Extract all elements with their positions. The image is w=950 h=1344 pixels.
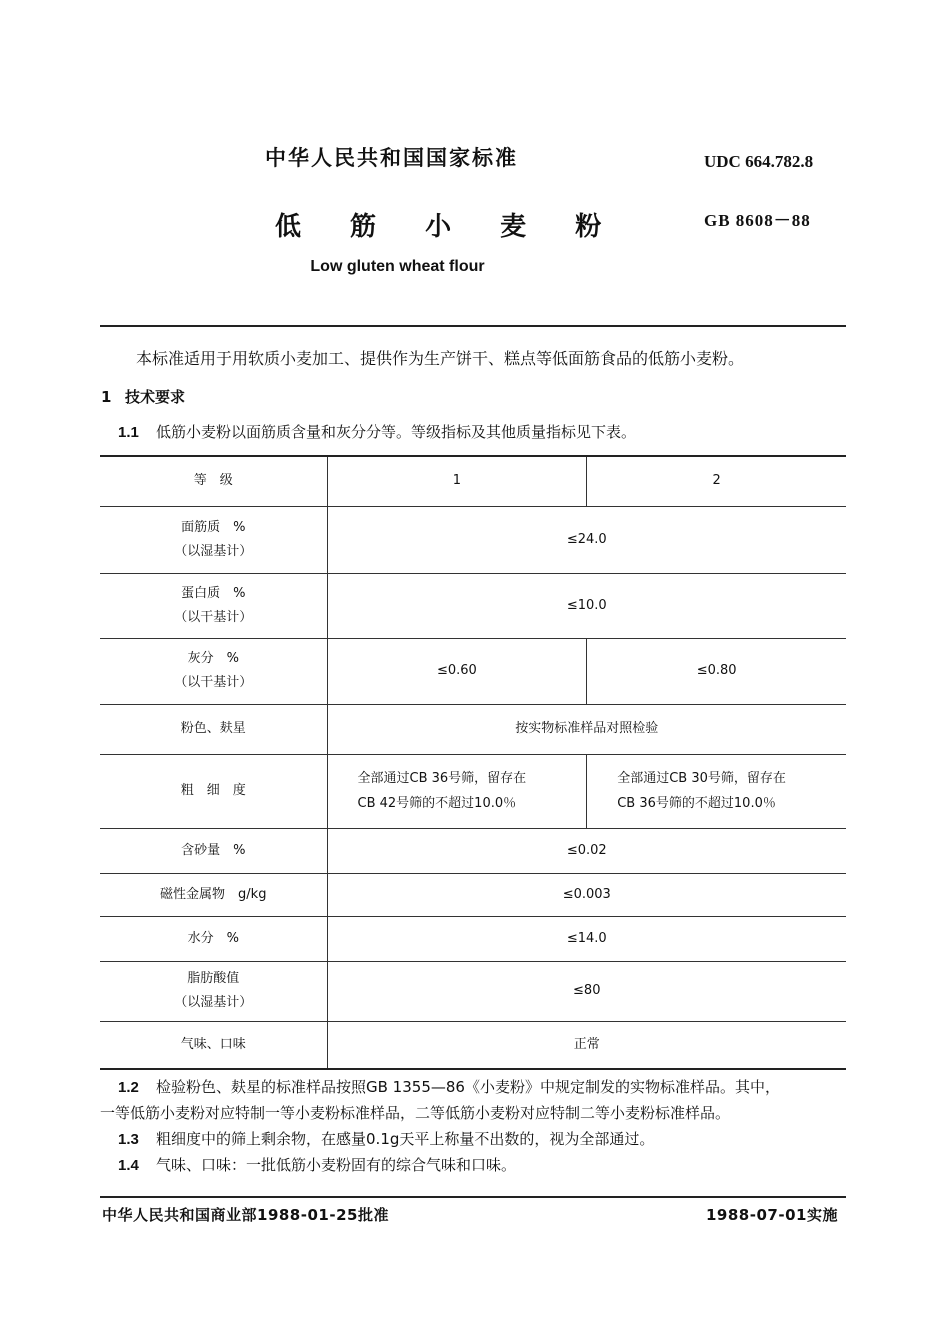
clause-number: 1.3 — [118, 1131, 139, 1148]
odor-value: 正常 — [327, 1021, 846, 1069]
table-row-moisture — [100, 916, 846, 961]
gluten-label-line1: 面筋质 % — [181, 519, 246, 535]
magnetic-value: ≤0.003 — [327, 873, 846, 916]
fineness-value-grade-1 — [327, 754, 587, 828]
table-row-gluten — [100, 506, 846, 573]
fatty-acid-label-line1: 脂肪酸值 — [187, 971, 240, 986]
fineness-label: 粗 细 度 — [100, 754, 327, 828]
effective-date: 1988-07-01实施 — [706, 1206, 838, 1224]
grade-2: 2 — [587, 456, 846, 506]
table-row-magnetic — [100, 873, 846, 916]
gluten-label — [100, 506, 327, 573]
table-row-sand — [100, 828, 846, 873]
color-label: 粉色、麸星 — [100, 704, 327, 754]
clause-1-2 — [118, 1076, 780, 1097]
section-1-heading — [101, 386, 185, 407]
fineness-g1-line2: CB 42号筛的不超过10.0％ — [357, 796, 517, 811]
gb-code: GB 8608－88 — [704, 211, 811, 230]
fatty-acid-value: ≤80 — [327, 961, 846, 1021]
table-row-ash — [100, 638, 846, 704]
ash-value-grade-2: ≤0.80 — [587, 638, 846, 704]
protein-label — [100, 573, 327, 638]
clause-number: 1.2 — [118, 1079, 139, 1096]
grade-1: 1 — [327, 456, 587, 506]
top-rule — [100, 325, 846, 327]
table-row-color — [100, 704, 846, 754]
fineness-g1-line1: 全部通过CB 36号筛，留存在 — [357, 771, 527, 786]
section-title: 技术要求 — [125, 388, 186, 406]
clause-1-2-continued: 一等低筋小麦粉对应特制一等小麦粉标准样品，二等低筋小麦粉对应特制二等小麦粉标准样品。 — [100, 1104, 731, 1122]
clause-text: 粗细度中的筛上剩余物，在感量0.1g天平上称量不出数的，视为全部通过。 — [156, 1130, 655, 1148]
protein-label-line2: （以干基计） — [174, 609, 253, 625]
clause-text: 低筋小麦粉以面筋质含量和灰分分等。等级指标及其他质量指标见下表。 — [156, 423, 637, 441]
protein-value: ≤10.0 — [327, 573, 846, 638]
ash-value-grade-1: ≤0.60 — [327, 638, 587, 704]
quality-spec-table — [100, 455, 846, 1070]
magnetic-label: 磁性金属物 g/kg — [100, 873, 327, 916]
moisture-label: 水分 % — [100, 916, 327, 961]
gluten-value: ≤24.0 — [327, 506, 846, 573]
udc-code: UDC 664.782.8 — [704, 152, 814, 171]
bottom-rule — [100, 1196, 846, 1198]
clause-1-3 — [118, 1128, 654, 1149]
color-value: 按实物标准样品对照检验 — [327, 704, 846, 754]
clause-1-1 — [118, 421, 636, 442]
sand-label: 含砂量 % — [100, 828, 327, 873]
clause-number: 1.4 — [118, 1157, 139, 1174]
standard-org-title: 中华人民共和国国家标准 — [265, 146, 518, 170]
clause-text: 气味、口味：一批低筋小麦粉固有的综合气味和口味。 — [156, 1156, 517, 1174]
moisture-value: ≤14.0 — [327, 916, 846, 961]
table-row-fatty-acid — [100, 961, 846, 1021]
approval-line: 中华人民共和国商业部1988-01-25批准 — [102, 1206, 389, 1224]
fatty-acid-label — [100, 961, 327, 1021]
gluten-label-line2: （以湿基计） — [174, 543, 253, 559]
table-row-odor — [100, 1021, 846, 1069]
ash-label-line2: （以干基计） — [174, 675, 253, 690]
fineness-g2-line2: CB 36号筛的不超过10.0％ — [617, 796, 776, 811]
ash-label-line1: 灰分 % — [187, 651, 239, 666]
fineness-value-grade-2 — [587, 754, 846, 828]
fineness-g2-line1: 全部通过CB 30号筛，留存在 — [617, 771, 786, 786]
english-title: Low gluten wheat flour — [310, 258, 485, 275]
clause-1-4 — [118, 1154, 516, 1175]
protein-label-line1: 蛋白质 % — [181, 585, 246, 601]
table-row-fineness — [100, 754, 846, 828]
table-row-protein — [100, 573, 846, 638]
fatty-acid-label-line2: （以湿基计） — [174, 995, 253, 1010]
sand-value: ≤0.02 — [327, 828, 846, 873]
table-header-row — [100, 456, 846, 506]
odor-label: 气味、口味 — [100, 1021, 327, 1069]
grade-label: 等 级 — [100, 456, 327, 506]
document-title: 低 筋 小 麦 粉 — [275, 212, 622, 242]
intro-paragraph: 本标准适用于用软质小麦加工、提供作为生产饼干、糕点等低面筋食品的低筋小麦粉。 — [136, 349, 745, 368]
clause-text: 检验粉色、麸星的标准样品按照GB 1355—86《小麦粉》中规定制发的实物标准样品。其中， — [156, 1078, 780, 1096]
ash-label — [100, 638, 327, 704]
clause-number: 1.1 — [118, 424, 139, 441]
section-number: 1 — [101, 388, 112, 406]
